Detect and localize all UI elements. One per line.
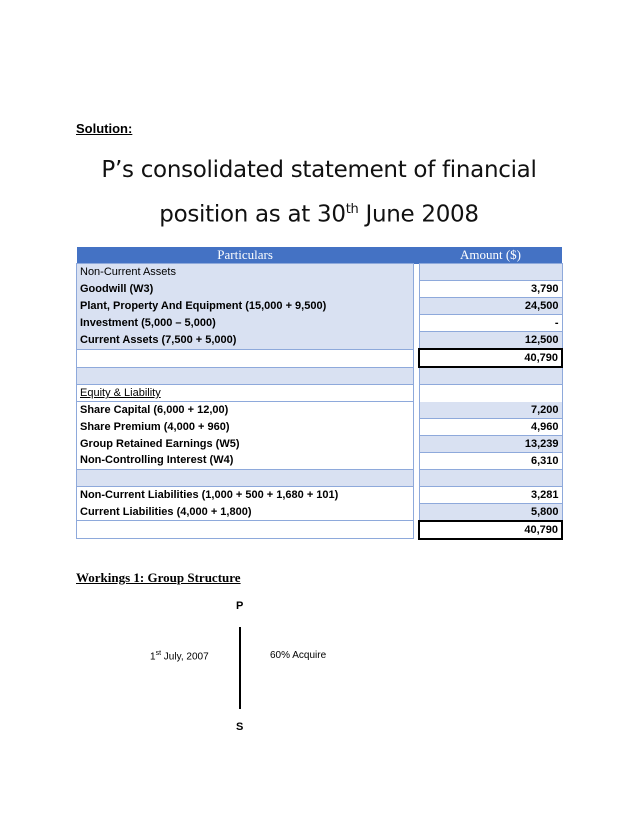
row-amount: 4,960 — [419, 418, 562, 435]
table-row — [77, 418, 563, 435]
row-label: Goodwill (W3) — [77, 281, 414, 298]
row-label: Share Capital (6,000 + 12,00) — [77, 402, 414, 419]
row-label: Non-Current Liabilities (1,000 + 500 + 1,680 + 101) — [77, 486, 414, 503]
table-header-row — [77, 247, 563, 264]
row-amount: 3,790 — [419, 281, 562, 298]
section-caption-non-current-assets: Non-Current Assets — [77, 264, 414, 281]
row-amount: 12,500 — [419, 332, 562, 350]
row-label: Current Liabilities (4,000 + 1,800) — [77, 503, 414, 521]
acquisition-percent: 60% Acquire — [270, 650, 327, 661]
row-amount: 5,800 — [419, 503, 562, 521]
separator-row — [77, 367, 563, 385]
row-label: Non-Controlling Interest (W4) — [77, 452, 414, 469]
row-label: Group Retained Earnings (W5) — [77, 435, 414, 452]
row-amount: 3,281 — [419, 486, 562, 503]
financial-position-table — [76, 247, 563, 540]
header-amount: Amount ($) — [419, 247, 562, 264]
table-row — [77, 315, 563, 332]
statement-title-line2: position as at 30th June 2008 — [159, 201, 479, 228]
table-row — [77, 402, 563, 419]
header-particulars: Particulars — [77, 247, 414, 264]
row-amount: 6,310 — [419, 452, 562, 469]
table-row — [77, 486, 563, 503]
separator-row — [77, 469, 563, 486]
workings-heading: Workings 1: Group Structure — [76, 570, 241, 585]
row-amount: 13,239 — [419, 435, 562, 452]
subsidiary-node-label: S — [236, 721, 244, 733]
liabilities-total: 40,790 — [419, 521, 562, 539]
statement-title-line1: P’s consolidated statement of financial — [101, 157, 537, 183]
row-amount: - — [419, 315, 562, 332]
group-structure-line — [239, 627, 241, 709]
table-row — [77, 385, 563, 402]
solution-label: Solution: — [76, 121, 133, 136]
table-row — [77, 521, 563, 539]
table-row — [77, 264, 563, 281]
acquisition-date: 1st July, 2007 — [150, 650, 209, 663]
table-row — [77, 281, 563, 298]
table-row — [77, 452, 563, 469]
section-caption-equity: Equity & Liability — [77, 385, 414, 402]
assets-total: 40,790 — [419, 349, 562, 367]
parent-node-label: P — [236, 600, 244, 612]
row-amount: 7,200 — [419, 402, 562, 419]
table-row — [77, 298, 563, 315]
table-row — [77, 332, 563, 350]
row-label: Plant, Property And Equipment (15,000 + 9,500) — [77, 298, 414, 315]
row-amount: 24,500 — [419, 298, 562, 315]
row-label: Current Assets (7,500 + 5,000) — [77, 332, 414, 350]
row-label: Share Premium (4,000 + 960) — [77, 418, 414, 435]
row-label: Investment (5,000 – 5,000) — [77, 315, 414, 332]
table-row — [77, 503, 563, 521]
table-row — [77, 349, 563, 367]
table-row — [77, 435, 563, 452]
